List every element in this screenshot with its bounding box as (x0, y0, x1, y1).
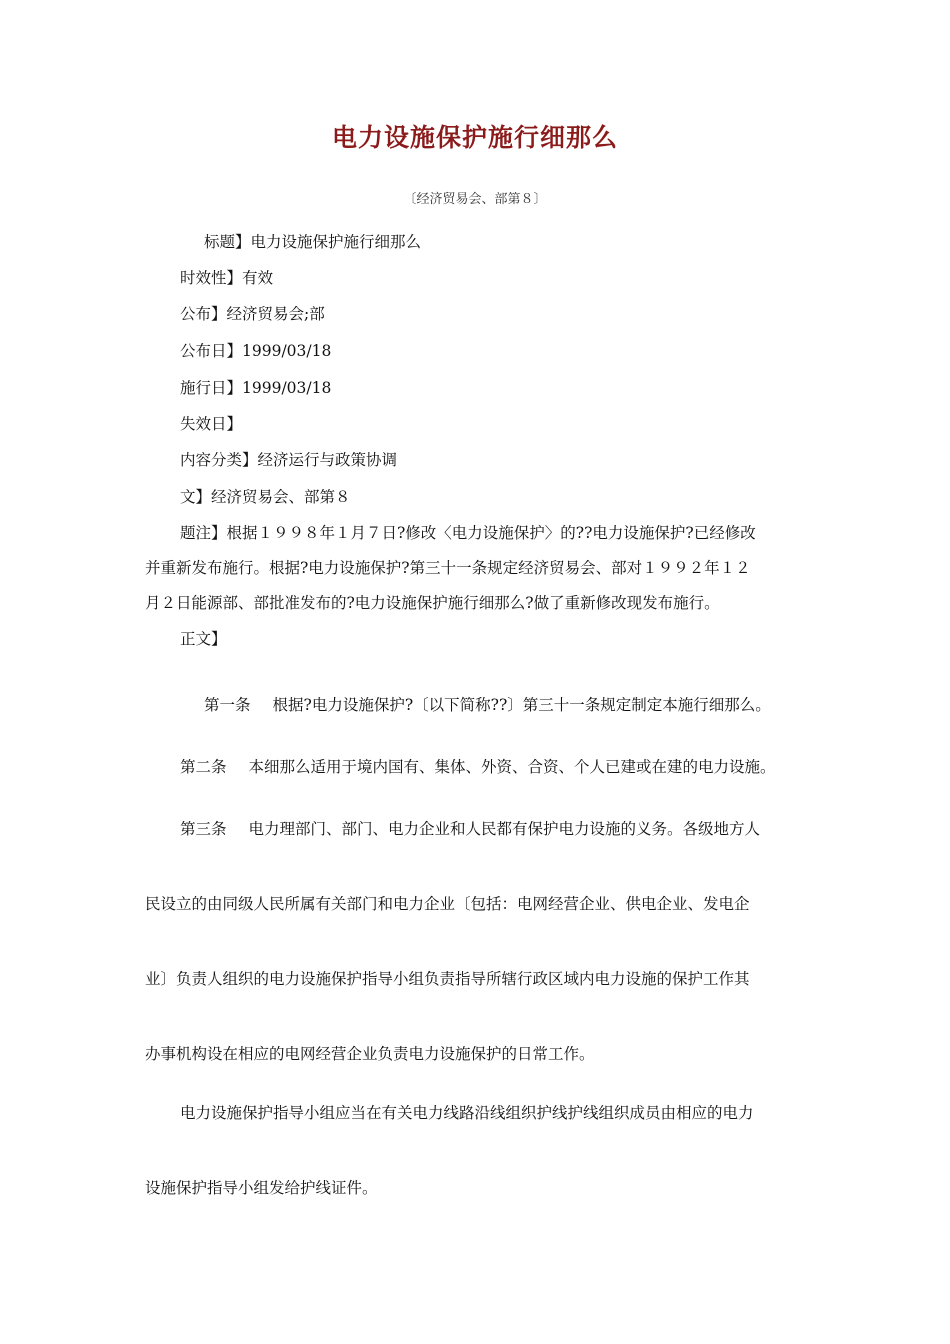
document-subtitle: 〔经济贸易会、部第８〕 (403, 192, 547, 207)
meta-category: 内容分类】经济运行与政策协调 (180, 451, 398, 469)
meta-title: 标题】电力设施保护施行细那么 (204, 233, 422, 251)
article-text: 根据?电力设施保护?〔以下简称??〕第三十一条规定制定本施行细那么。 (272, 696, 771, 714)
document-title: 电力设施保护施行细那么 (331, 123, 618, 152)
note-line: 题注】根据１９９８年１月７日?修改〈电力设施保护〉的??电力设施保护?已经修改 (180, 524, 756, 542)
paragraph-line: 设施保护指导小组发给护线证件。 (145, 1179, 378, 1197)
meta-effective-date: 施行日】1999/03/18 (180, 379, 332, 397)
body-heading: 正文】 (180, 630, 227, 648)
note-line: 月２日能源部、部批准发布的?电力设施保护施行细那么?做了重新修改现发布施行。 (145, 594, 720, 612)
article-3-line: 办事机构设在相应的电网经营企业负责电力设施保护的日常工作。 (145, 1045, 595, 1063)
article-3 (180, 819, 760, 839)
article-text: 电力理部门、部门、电力企业和人民都有保护电力设施的义务。各级地方人 (248, 820, 761, 838)
paragraph-line: 电力设施保护指导小组应当在有关电力线路沿线组织护线护线组织成员由相应的电力 (180, 1104, 754, 1122)
article-number: 第二条 (180, 758, 227, 776)
meta-validity: 时效性】有效 (180, 269, 274, 287)
article-text: 本细那么适用于境内国有、集体、外资、合资、个人已建或在建的电力设施。 (248, 758, 776, 776)
meta-publish-date: 公布日】1999/03/18 (180, 342, 332, 360)
article-1 (204, 695, 771, 715)
article-3-line: 业〕负责人组织的电力设施保护指导小组负责指导所辖行政区域内电力设施的保护工作其 (145, 970, 750, 988)
meta-document-number: 文】经济贸易会、部第８ (180, 488, 351, 506)
article-2 (180, 757, 776, 777)
meta-issuer: 公布】经济贸易会;部 (180, 305, 325, 323)
article-number: 第一条 (204, 696, 251, 714)
article-3-line: 民设立的由同级人民所属有关部门和电力企业〔包括：电网经营企业、供电企业、发电企 (145, 895, 750, 913)
meta-expiry-date: 失效日】 (180, 415, 243, 433)
article-number: 第三条 (180, 820, 227, 838)
note-line: 并重新发布施行。根据?电力设施保护?第三十一条规定经济贸易会、部对１９９２年１２ (145, 559, 751, 577)
